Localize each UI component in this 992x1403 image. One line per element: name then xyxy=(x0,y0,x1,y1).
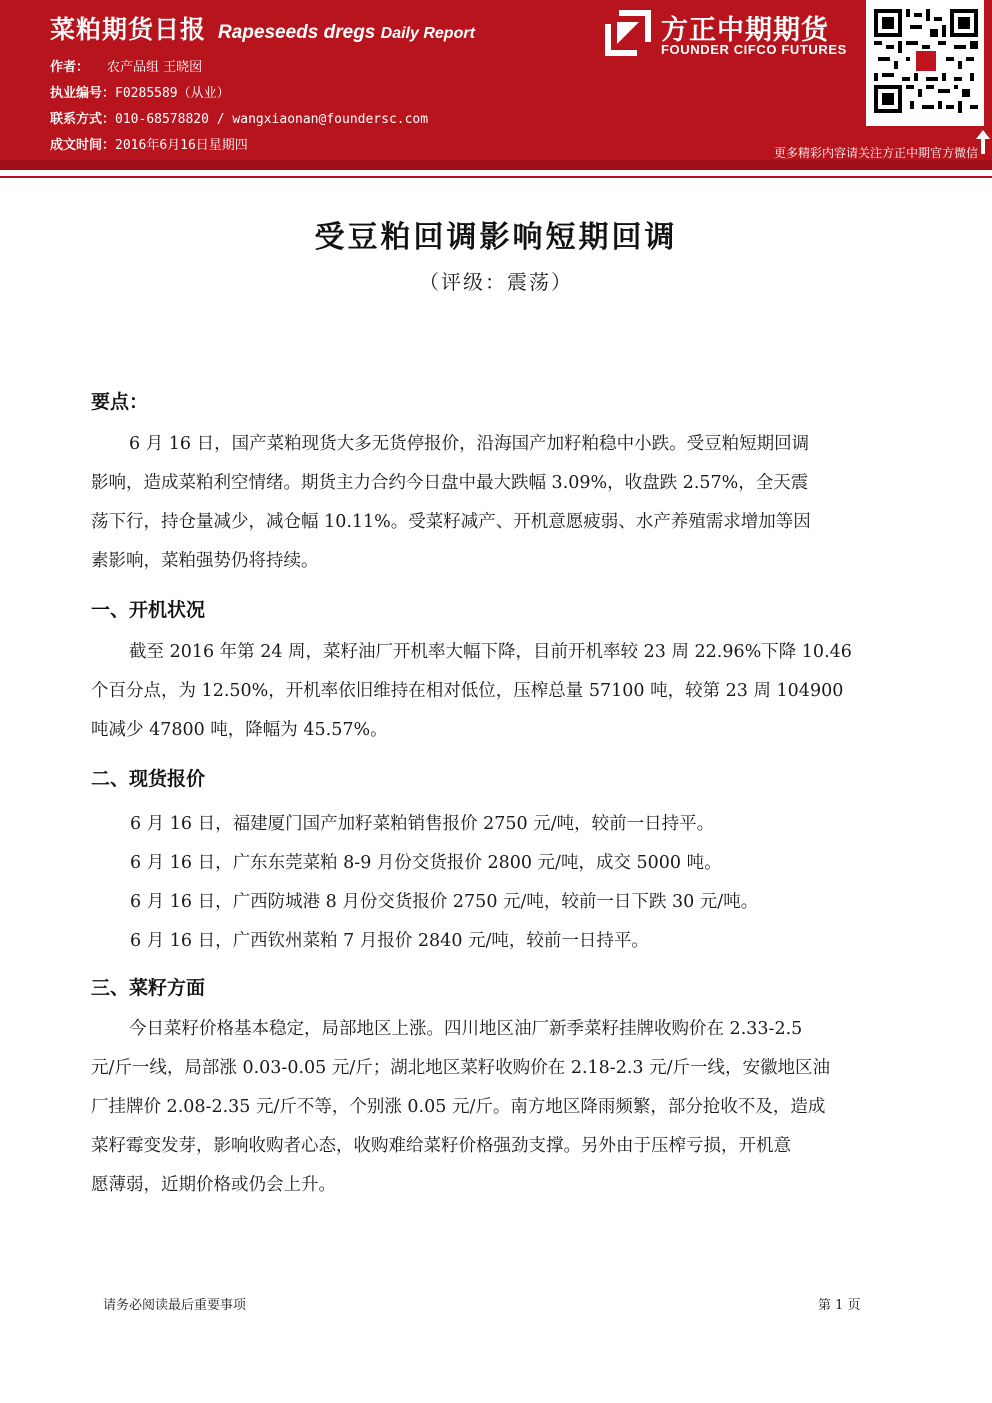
operating-rate-heading: 一、开机状况 xyxy=(91,599,206,621)
spot-price-heading: 二、现货报价 xyxy=(91,768,206,790)
page-number: 第 1 页 xyxy=(818,1298,861,1313)
header-divider xyxy=(0,160,992,170)
wechat-qr-code[interactable] xyxy=(866,0,984,126)
contact-row: 联系方式：010-68578820 / wangxiaonan@foundersc.com xyxy=(50,112,429,127)
logo-text-en: FOUNDER CIFCO FUTURES xyxy=(661,42,847,57)
founder-logo-icon xyxy=(605,10,651,56)
spot-price-line: 6 月 16 日，广西钦州菜粕 7 月报价 2840 元/吨，较前一日持平。 xyxy=(130,931,649,951)
license-row: 执业编号：F0285589（从业） xyxy=(50,86,230,101)
rapeseed-paragraph: 今日菜籽价格基本稳定，局部地区上涨。四川地区油厂新季菜籽挂牌收购价在 2.33-2.5 元/斤一线，局部涨 0.03-0.05 元/斤；湖北地区菜籽收购价在 2.18-2.3 元/斤一线，安徽地区油 厂挂牌价 2.08-2.35 元/斤不等，个别涨 0.05 元/斤。南方地区降雨频繁，部分抢收不及，造成 菜籽霉变发芽，影响收购者心态，收购难给菜籽价格强劲支撑。另外由于压榨亏损，开机意 愿薄弱，近期价格或仍会上升。 xyxy=(91,1019,830,1195)
report-rating: （评级：震荡） xyxy=(419,270,573,294)
author-row: 作者： 农产品组 王晓囡 xyxy=(50,60,203,75)
series-title-en: Rapeseeds dregs Daily Report xyxy=(218,22,475,43)
keypoints-paragraph: 6 月 16 日，国产菜粕现货大多无货停报价，沿海国产加籽粕稳中小跌。受豆粕短期回调 影响，造成菜粕利空情绪。期货主力合约今日盘中最大跌幅 3.09%，收盘跌 2.57%，全天震 荡下行，持仓量减少，减仓幅 10.11%。受菜籽减产、开机意愿疲弱、水产养殖需求增加等因 素影响，菜粕强势仍将持续。 xyxy=(91,434,811,571)
arrow-up-icon xyxy=(976,130,990,154)
rapeseed-heading: 三、菜籽方面 xyxy=(91,977,206,999)
operating-rate-paragraph: 截至 2016 年第 24 周，菜籽油厂开机率大幅下降，目前开机率较 23 周 22.96%下降 10.46 个百分点，为 12.50%，开机率依旧维持在相对低位，压榨总量 57100 吨，较第 23 周 104900 吨减少 47800 吨，降幅为 45.57%。 xyxy=(91,642,852,740)
report-header xyxy=(0,0,992,160)
spot-price-line: 6 月 16 日，广东东莞菜粕 8-9 月份交货报价 2800 元/吨，成交 5000 吨。 xyxy=(130,853,722,873)
spot-price-line: 6 月 16 日，广西防城港 8 月份交货报价 2750 元/吨，较前一日下跌 30 元/吨。 xyxy=(130,892,759,912)
header-thin-divider xyxy=(0,176,992,178)
qr-code-icon xyxy=(874,4,978,118)
footer-disclaimer: 请务必阅读最后重要事项 xyxy=(103,1298,247,1313)
spot-price-line: 6 月 16 日，福建厦门国产加籽菜粕销售报价 2750 元/吨，较前一日持平。 xyxy=(130,814,715,834)
company-logo xyxy=(605,8,865,68)
logo-text-cn: 方正中期期货 xyxy=(661,15,829,46)
contact-email-link[interactable]: 010-68578820 / wangxiaonan@foundersc.com xyxy=(115,112,429,127)
report-title: 受豆粕回调影响短期回调 xyxy=(314,220,678,255)
series-title-cn: 菜粕期货日报 xyxy=(50,15,207,44)
date-row: 成文时间：2016年6月16日星期四 xyxy=(50,138,248,153)
wechat-follow-note: 更多精彩内容请关注方正中期官方微信 xyxy=(773,146,978,160)
report-series-title xyxy=(50,10,475,46)
keypoints-heading: 要点： xyxy=(91,391,149,413)
